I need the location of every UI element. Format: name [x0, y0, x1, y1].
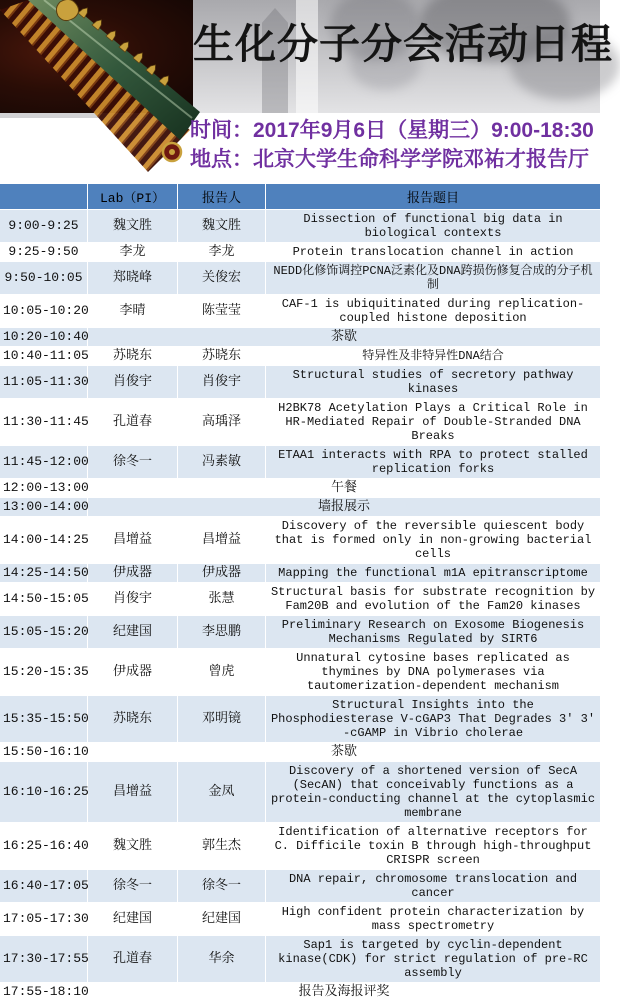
table-row-break — [0, 328, 600, 346]
column-header-lab-pi: Lab（PI） — [88, 184, 178, 209]
talk-title-cell: 特异性及非特异性DNA结合 — [266, 347, 600, 365]
talk-title-cell: Structural basis for substrate recognition by Fam20B and evolution of the Fam20 kinases — [266, 583, 600, 615]
break-title-cell: 茶歇 — [88, 743, 600, 761]
speaker-cell: 李龙 — [178, 243, 266, 261]
lab-pi-cell: 徐冬一 — [88, 870, 178, 902]
break-title-cell: 报告及海报评奖 — [88, 983, 600, 1001]
session-location: 地点：北京大学生命科学学院邓祐才报告厅 — [190, 148, 589, 171]
lab-pi-cell: 昌增益 — [88, 517, 178, 563]
speaker-cell: 张慧 — [178, 583, 266, 615]
table-row — [0, 399, 600, 445]
time-cell: 17:55-18:10 — [0, 983, 88, 1001]
table-row — [0, 823, 600, 869]
speaker-cell: 魏文胜 — [178, 210, 266, 242]
break-title-cell: 午餐 — [88, 479, 600, 497]
speaker-cell: 高瑀泽 — [178, 399, 266, 445]
time-cell: 17:30-17:55 — [0, 936, 88, 982]
speaker-cell: 昌增益 — [178, 517, 266, 563]
time-cell: 16:40-17:05 — [0, 870, 88, 902]
talk-title-cell: Discovery of the reversible quiescent body that is formed only in non-growing bacterial cells — [266, 517, 600, 563]
time-cell: 9:00-9:25 — [0, 210, 88, 242]
lab-pi-cell: 李晴 — [88, 295, 178, 327]
time-cell: 16:25-16:40 — [0, 823, 88, 869]
break-title-cell: 墙报展示 — [88, 498, 600, 516]
table-row — [0, 243, 600, 261]
column-header-talk-title: 报告题目 — [266, 184, 600, 209]
time-cell: 10:20-10:40 — [0, 328, 88, 346]
time-cell: 15:35-15:50 — [0, 696, 88, 742]
talk-title-cell: NEDD化修饰调控PCNA泛素化及DNA跨损伤修复合成的分子机制 — [266, 262, 600, 294]
time-cell: 13:00-14:00 — [0, 498, 88, 516]
lab-pi-cell: 魏文胜 — [88, 823, 178, 869]
column-header-time — [0, 184, 88, 209]
speaker-cell: 邓明镜 — [178, 696, 266, 742]
lab-pi-cell: 魏文胜 — [88, 210, 178, 242]
speaker-cell: 肖俊宇 — [178, 366, 266, 398]
session-time: 时间：2017年9月6日（星期三）9:00-18:30 — [190, 119, 594, 142]
talk-title-cell: Protein translocation channel in action — [266, 243, 600, 261]
lab-pi-cell: 孔道春 — [88, 936, 178, 982]
talk-title-cell: Unnatural cytosine bases replicated as thymines by DNA polymerases via tautomerization-dependent mechanism — [266, 649, 600, 695]
lab-pi-cell: 伊成器 — [88, 649, 178, 695]
lab-pi-cell: 纪建国 — [88, 903, 178, 935]
lab-pi-cell: 肖俊宇 — [88, 366, 178, 398]
time-cell: 14:50-15:05 — [0, 583, 88, 615]
session-meta — [190, 116, 600, 174]
time-cell: 9:25-9:50 — [0, 243, 88, 261]
speaker-cell: 纪建国 — [178, 903, 266, 935]
talk-title-cell: Sap1 is targeted by cyclin-dependent kinase(CDK) for strict regulation of pre-RC assembly — [266, 936, 600, 982]
talk-title-cell: High confident protein characterization by mass spectrometry — [266, 903, 600, 935]
table-row-break — [0, 479, 600, 497]
table-row-break — [0, 498, 600, 516]
table-row — [0, 616, 600, 648]
time-cell: 12:00-13:00 — [0, 479, 88, 497]
talk-title-cell: Structural Insights into the Phosphodiesterase V-cGAP3 That Degrades 3′ 3′ -cGAMP in Vibrio cholerae — [266, 696, 600, 742]
talk-title-cell: DNA repair, chromosome translocation and cancer — [266, 870, 600, 902]
talk-title-cell: Identification of alternative receptors for C. Difficile toxin B through high-throughput CRISPR screen — [266, 823, 600, 869]
table-row — [0, 262, 600, 294]
table-row-break — [0, 743, 600, 761]
time-cell: 9:50-10:05 — [0, 262, 88, 294]
talk-title-cell: H2BK78 Acetylation Plays a Critical Role in HR-Mediated Repair of Double-Stranded DNA Breaks — [266, 399, 600, 445]
talk-title-cell: Dissection of functional big data in biological contexts — [266, 210, 600, 242]
lab-pi-cell: 伊成器 — [88, 564, 178, 582]
talk-title-cell: ETAA1 interacts with RPA to protect stalled replication forks — [266, 446, 600, 478]
speaker-cell: 徐冬一 — [178, 870, 266, 902]
lab-pi-cell: 苏晓东 — [88, 347, 178, 365]
speaker-cell: 李思鹏 — [178, 616, 266, 648]
lab-pi-cell: 肖俊宇 — [88, 583, 178, 615]
talk-title-cell: Discovery of a shortened version of SecA (SecAN) that conceivably functions as a protein-conducting channel at the cytoplasmic membrane — [266, 762, 600, 822]
talk-title-cell: CAF-1 is ubiquitinated during replication-coupled histone deposition — [266, 295, 600, 327]
talk-title-cell: Structural studies of secretory pathway kinases — [266, 366, 600, 398]
table-row — [0, 583, 600, 615]
column-header-speaker: 报告人 — [178, 184, 266, 209]
time-cell: 11:45-12:00 — [0, 446, 88, 478]
time-cell: 11:30-11:45 — [0, 399, 88, 445]
time-cell: 15:20-15:35 — [0, 649, 88, 695]
time-cell: 16:10-16:25 — [0, 762, 88, 822]
speaker-cell: 关俊宏 — [178, 262, 266, 294]
page-title: 生化分子分会活动日程 — [193, 21, 613, 67]
speaker-cell: 陈莹莹 — [178, 295, 266, 327]
speaker-cell: 冯素敏 — [178, 446, 266, 478]
speaker-cell: 郭生杰 — [178, 823, 266, 869]
lab-pi-cell: 昌增益 — [88, 762, 178, 822]
table-row — [0, 210, 600, 242]
time-cell: 14:25-14:50 — [0, 564, 88, 582]
speaker-cell: 曾虎 — [178, 649, 266, 695]
table-row — [0, 517, 600, 563]
table-row — [0, 564, 600, 582]
lab-pi-cell: 苏晓东 — [88, 696, 178, 742]
table-row — [0, 870, 600, 902]
talk-title-cell: Mapping the functional m1A epitranscriptome — [266, 564, 600, 582]
break-title-cell: 茶歇 — [88, 328, 600, 346]
table-row — [0, 347, 600, 365]
schedule-table — [0, 183, 600, 1002]
speaker-cell: 伊成器 — [178, 564, 266, 582]
time-cell: 14:00-14:25 — [0, 517, 88, 563]
lab-pi-cell: 郑晓峰 — [88, 262, 178, 294]
lab-pi-cell: 李龙 — [88, 243, 178, 261]
lab-pi-cell: 孔道春 — [88, 399, 178, 445]
time-cell: 10:05-10:20 — [0, 295, 88, 327]
time-cell: 10:40-11:05 — [0, 347, 88, 365]
table-row — [0, 649, 600, 695]
time-cell: 15:05-15:20 — [0, 616, 88, 648]
lab-pi-cell: 纪建国 — [88, 616, 178, 648]
speaker-cell: 金凤 — [178, 762, 266, 822]
time-cell: 15:50-16:10 — [0, 743, 88, 761]
lab-pi-cell: 徐冬一 — [88, 446, 178, 478]
table-row-break — [0, 983, 600, 1001]
table-header-row — [0, 184, 600, 209]
palace-roof-eave-image — [0, 0, 205, 180]
time-cell: 11:05-11:30 — [0, 366, 88, 398]
speaker-cell: 苏晓东 — [178, 347, 266, 365]
talk-title-cell: Preliminary Research on Exosome Biogenesis Mechanisms Regulated by SIRT6 — [266, 616, 600, 648]
dragon-head-ornament — [56, 0, 78, 21]
table-row — [0, 366, 600, 398]
table-row — [0, 446, 600, 478]
table-row — [0, 762, 600, 822]
table-row — [0, 936, 600, 982]
table-row — [0, 696, 600, 742]
time-cell: 17:05-17:30 — [0, 903, 88, 935]
table-row — [0, 295, 600, 327]
speaker-cell: 华余 — [178, 936, 266, 982]
table-row — [0, 903, 600, 935]
eave-tip-center — [169, 149, 175, 155]
